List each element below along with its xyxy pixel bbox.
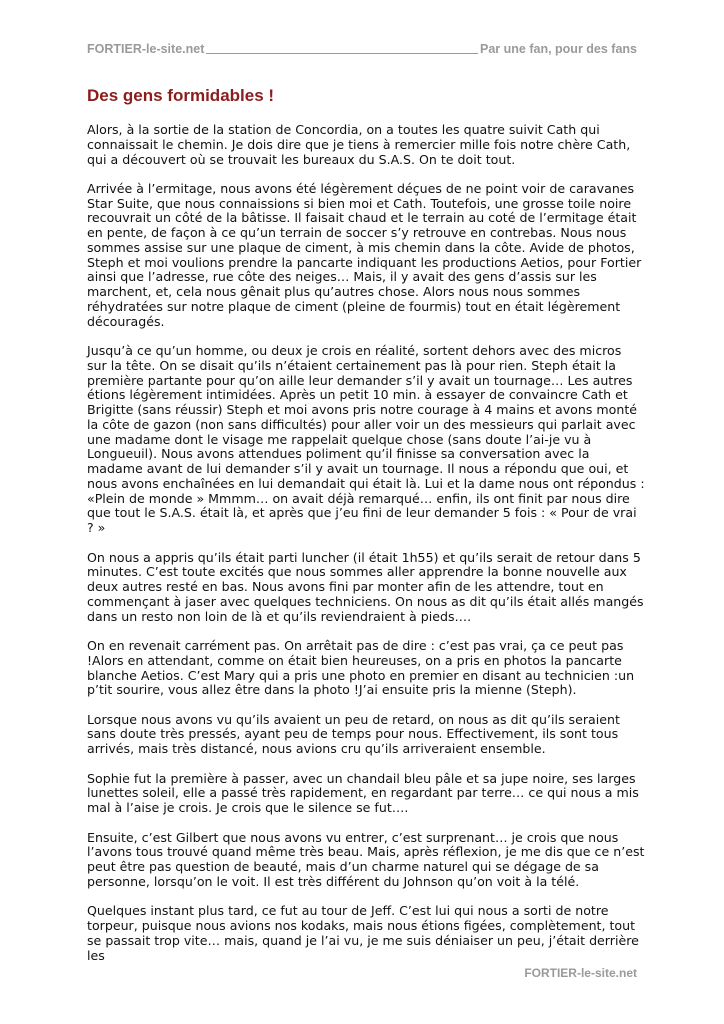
paragraph: Ensuite, c’est Gilbert que nous avons vu entrer, c’est surprenant… je crois que nous l’avons tous trouvé quand même très beau. Mais, après réflexion, je me dis que ce n’est peut être pas question de beauté, mais d’un charme naturel qui se dégage de sa personne, lorsqu’on le voit. Il est très différent du Johnson qu’on voit à la télé. bbox=[87, 829, 645, 889]
paragraph: Jusqu’à ce qu’un homme, ou deux je crois en réalité, sortent dehors avec des micros sur la tête. On se disait qu’ils n’étaient certainement pas là pour rien. Steph était la première partante pour qu’on aille leur demander s’il y avait un tournage… Les autres étions légèrement intimidées. Après un petit 10 min. à essayer de convaincre Cath et Brigitte (sans réussir) Steph et moi avons pris notre courage à 4 mains et avons monté la côte de gazon (non sans difficultés) pour aller voir un des messieurs qui parlait avec une madame dont le visage me rappelait quelque chose (sans doute l’ai-je vu à Longueuil). Nous avons attendues poliment qu’il finisse sa conversation avec la madame avant de lui demander s’il y avait un tournage. Il nous a répondu que oui, et nous avons enchaînées en lui demandait qui était là. Lui et la dame nous ont répondus : «Plein de monde » Mmmm… on avait déjà remarqué… enfin, ils ont finit par nous dire que tout le S.A.S. était là, et après que j’eu fini de leur demander 5 fois : « Pour de vrai ? » bbox=[87, 343, 645, 536]
paragraph: Quelques instant plus tard, ce fut au tour de Jeff. C’est lui qui nous a sorti de notre torpeur, puisque nous avions nos kodaks, mais nous étions figées, complètement, tout se passait trop vite… mais, quand je l’ai vu, je me suis déniaiser un peu, j’était derrière les bbox=[87, 903, 639, 963]
paragraph: On nous a appris qu’ils était parti luncher (il était 1h55) et qu’ils serait de retour dans 5 minutes. C’est toute excités que nous sommes aller apprendre la bonne nouvelle aux deux autres resté en bas. Nous avons fini par monter afin de les attendre, tout en commençant à jaser avec quelques techniciens. On nous as dit qu’ils était allés mangés dans un resto non loin de là et qu’ils reviendraient à pieds…. bbox=[87, 549, 644, 624]
paragraph: Lorsque nous avons vu qu’ils avaient un peu de retard, on nous as dit qu’ils seraient sans doute très pressés, ayant peu de temps pour nous. Effectivement, ils sont tous arrivés, mais très distancé, nous avions cru qu’ils arriveraient ensemble. bbox=[87, 711, 620, 757]
paragraph: Arrivée à l’ermitage, nous avons été légèrement déçues de ne point voir de caravanes Star Suite, que nous connaissions si bien moi et Cath. Toutefois, une grosse toile noire recouvrait un côté de la bâtisse. Il faisait chaud et le terrain au coté de l’ermitage était en pente, de façon à ce qu’un terrain de soccer s’y retrouve en contrebas. Nous nous sommes assise sur une plaque de ciment, à mis chemin dans la côte. Avide de photos, Steph et moi voulions prendre la pancarte indiquant les productions Aetios, pour Fortier ainsi que l’adresse, rue côte des neiges… Mais, il y avait des gens d’assis sur les marchent, et, cela nous gênait plus qu’autres chose. Alors nous nous sommes réhydratées sur notre plaque de ciment (pleine de fourmis) tout en était légèrement découragés. bbox=[87, 180, 642, 329]
article-title: Des gens formidables ! bbox=[87, 86, 275, 105]
header-tagline: Par une fan, pour des fans bbox=[480, 42, 637, 56]
paragraph: Alors, à la sortie de la station de Concordia, on a toutes les quatre suivit Cath qui connaissait le chemin. Je dois dire que je tiens à remercier mille fois notre chère Cath, qui a découvert où se trouvait les bureaux du S.A.S. On te doit tout. bbox=[87, 122, 631, 167]
header-rule bbox=[206, 53, 478, 54]
header-site-name: FORTIER-le-site.net bbox=[87, 42, 205, 56]
page-footer: FORTIER-le-site.net bbox=[524, 966, 637, 980]
paragraph: On en revenait carrément pas. On arrêtait pas de dire : c’est pas vrai, ça ce peut pas !Alors en attendant, comme on était bien heureuses, on a pris en photos la pancarte blanche Aetios. C’est Mary qui a pris une photo en premier en disant au technicien :un p’tit sourire, vous allez être dans la photo !J’ai ensuite pris la mienne (Steph). bbox=[87, 638, 635, 698]
page-header bbox=[87, 42, 637, 56]
article-body bbox=[87, 123, 645, 978]
paragraph: Sophie fut la première à passer, avec un chandail bleu pâle et sa jupe noire, ses larges lunettes soleil, elle a passé très rapidement, en regardant par terre… ce qui nous a mis mal à l’aise je crois. Je crois que le silence se fut…. bbox=[87, 770, 639, 816]
